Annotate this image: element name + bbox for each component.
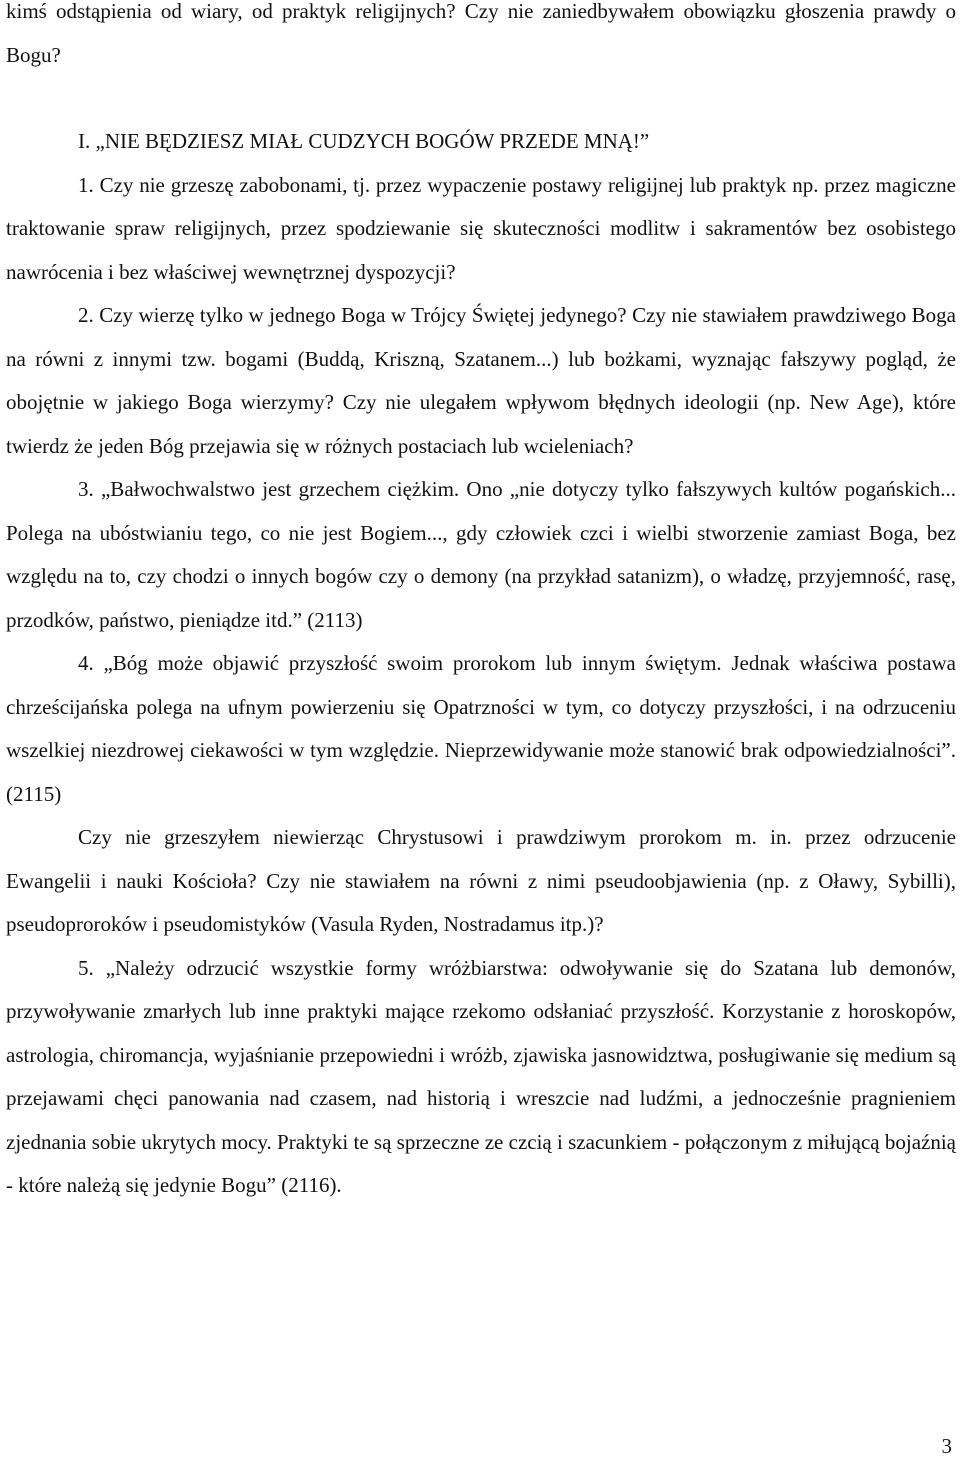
paragraph-spacer xyxy=(6,77,956,120)
paragraph-5: 5. „Należy odrzucić wszystkie formy wróżbiarstwa: odwoływanie się do Szatana lub demonów, przywoływanie zmarłych lub inne praktyki mające rzekomo odsłaniać przyszłość. Korzystanie z horoskopów, astrologia, chiromancja, wyjaśnianie przepowiedni i wróżb, zjawiska jasnowidztwa, posługiwanie się medium są przejawami chęci panowania nad czasem, nad historią i wreszcie nad ludźmi, a jednocześnie pragnieniem zjednania sobie ukrytych mocy. Praktyki te są sprzeczne ze czcią i szacunkiem - połączonym z miłującą bojaźnią - które należą się jedynie Bogu” (2116). xyxy=(6,955,956,1197)
intro-paragraph: kimś odstąpienia od wiary, od praktyk religijnych? Czy nie zaniedbywałem obowiązku głoszenia prawdy o Bogu? xyxy=(6,0,956,67)
paragraph-1: 1. Czy nie grzeszę zabobonami, tj. przez wypaczenie postawy religijnej lub praktyk np. przez magiczne traktowanie spraw religijnych, przez spodziewanie się skuteczności modlitw i sakramentów bez osobistego nawrócenia i bez właściwej wewnętrznej dyspozycji? xyxy=(6,172,956,284)
paragraph-4: 4. „Bóg może objawić przyszłość swoim prorokom lub innym świętym. Jednak właściwa postawa chrześcijańska polega na ufnym powierzeniu się Opatrzności w tym, co dotyczy przyszłości, i na odrzuceniu wszelkiej niezdrowej ciekawości w tym względzie. Nieprzewidywanie może stanowić brak odpowiedzialności”. (2115) xyxy=(6,651,956,806)
section-heading: I. „NIE BĘDZIESZ MIAŁ CUDZYCH BOGÓW PRZEDE MNĄ!” xyxy=(78,129,650,153)
document-page xyxy=(6,0,956,1208)
paragraph-2: 2. Czy wierzę tylko w jednego Boga w Trójcy Świętej jedynego? Czy nie stawiałem prawdziwego Boga na równi z innymi tzw. bogami (Buddą, Kriszną, Szatanem...) lub bożkami, wyznając fałszywy pogląd, że obojętnie w jakiego Boga wierzymy? Czy nie ulegałem wpływom błędnych ideologii (np. New Age), które twierdz że jeden Bóg przejawia się w różnych postaciach lub wcieleniach? xyxy=(6,303,956,458)
page-number: 3 xyxy=(941,1434,952,1458)
paragraph-4b: Czy nie grzeszyłem niewierząc Chrystusowi i prawdziwym prorokom m. in. przez odrzucenie Ewangelii i nauki Kościoła? Czy nie stawiałem na równi z nimi pseudoobjawienia (np. z Oławy, Sybilli), pseudoproroków i pseudomistyków (Vasula Ryden, Nostradamus itp.)? xyxy=(6,825,956,936)
paragraph-3: 3. „Bałwochwalstwo jest grzechem ciężkim. Ono „nie dotyczy tylko fałszywych kultów pogańskich... Polega na ubóstwianiu tego, co nie jest Bogiem..., gdy człowiek czci i wielbi stworzenie zamiast Boga, bez względu na to, czy chodzi o innych bogów czy o demony (na przykład satanizm), o władzę, przyjemność, rasę, przodków, państwo, pieniądze itd.” (2113) xyxy=(6,477,956,632)
